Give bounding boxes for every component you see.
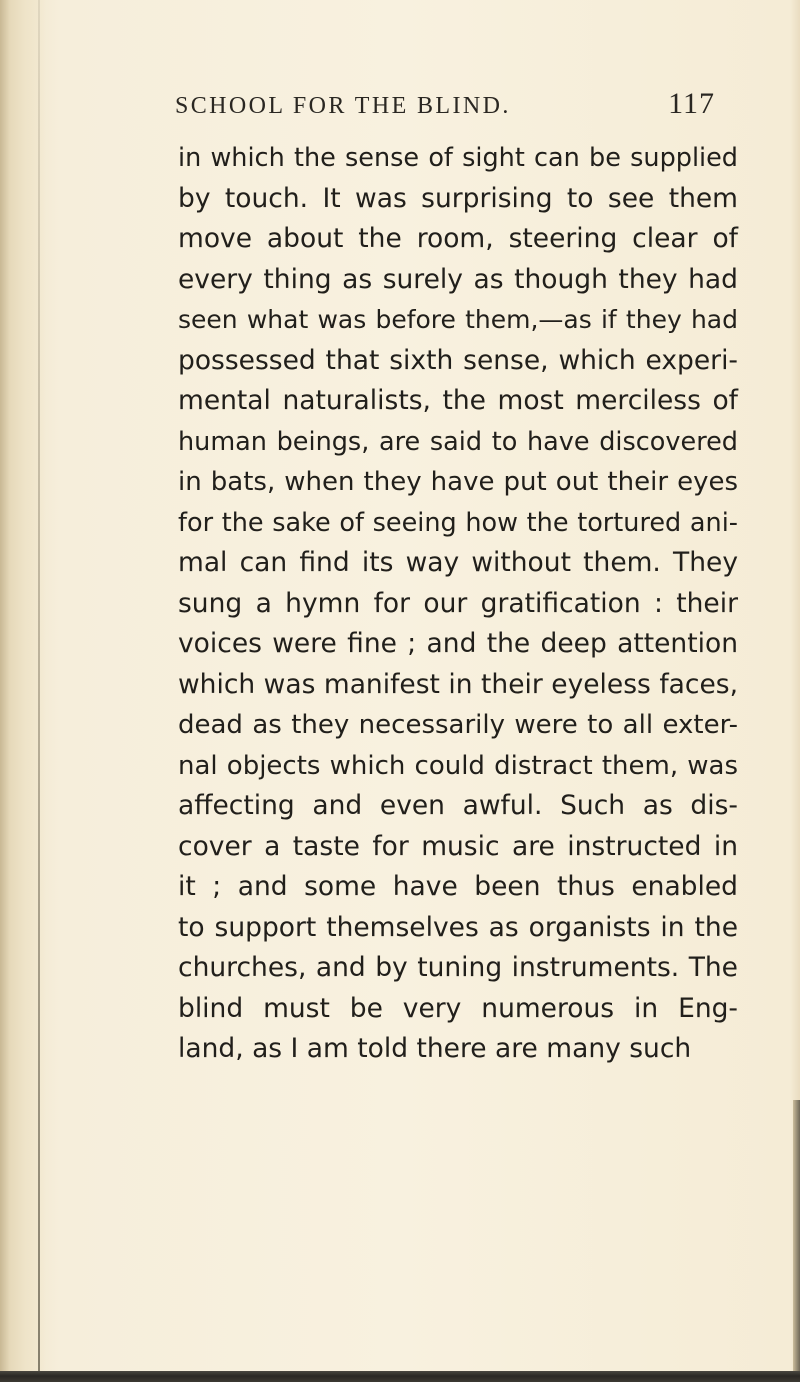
text-line: affecting and even awful. Such as dis-	[178, 790, 738, 821]
running-header	[175, 87, 715, 123]
text-line: cover a taste for music are instructed in	[178, 830, 738, 862]
text-line: in bats, when they have put out their eyes	[178, 467, 738, 497]
text-line: mental naturalists, the most merciless of	[178, 385, 738, 416]
text-line: sung a hymn for our gratification : their	[178, 587, 738, 619]
page-bottom-edge	[0, 1371, 800, 1382]
body-text	[178, 138, 738, 1070]
page-edge-shadow	[793, 1100, 800, 1382]
text-line: human beings, are said to have discovered	[178, 426, 738, 457]
text-line: voices were fine ; and the deep attention	[178, 628, 738, 659]
text-line: seen what was before them,—as if they had	[178, 305, 738, 334]
running-title: SCHOOL FOR THE BLIND.	[175, 93, 511, 119]
text-line: land, as I am told there are many such	[178, 1033, 692, 1064]
text-line: which was manifest in their eyeless faces,	[178, 668, 738, 700]
text-line: for the sake of seeing how the tortured ani-	[178, 507, 738, 538]
text-line: move about the room, steering clear of	[178, 223, 738, 254]
text-line: mal can find its way without them. They	[178, 547, 738, 578]
page-number: 117	[668, 87, 715, 120]
text-line: it ; and some have been thus enabled	[178, 871, 738, 902]
text-line: nal objects which could distract them, was	[178, 750, 738, 781]
text-line: to support themselves as organists in the	[178, 911, 738, 943]
text-line: by touch. It was surprising to see them	[178, 182, 738, 214]
text-line: every thing as surely as though they had	[178, 263, 738, 295]
text-line: blind must be very numerous in Eng-	[178, 992, 738, 1024]
text-line: in which the sense of sight can be supplied	[178, 143, 738, 173]
text-line: churches, and by tuning instruments. The	[178, 952, 738, 983]
text-line: dead as they necessarily were to all exter-	[178, 710, 738, 740]
text-line: possessed that sixth sense, which experi-	[178, 344, 738, 376]
binding-crease	[38, 0, 40, 1382]
